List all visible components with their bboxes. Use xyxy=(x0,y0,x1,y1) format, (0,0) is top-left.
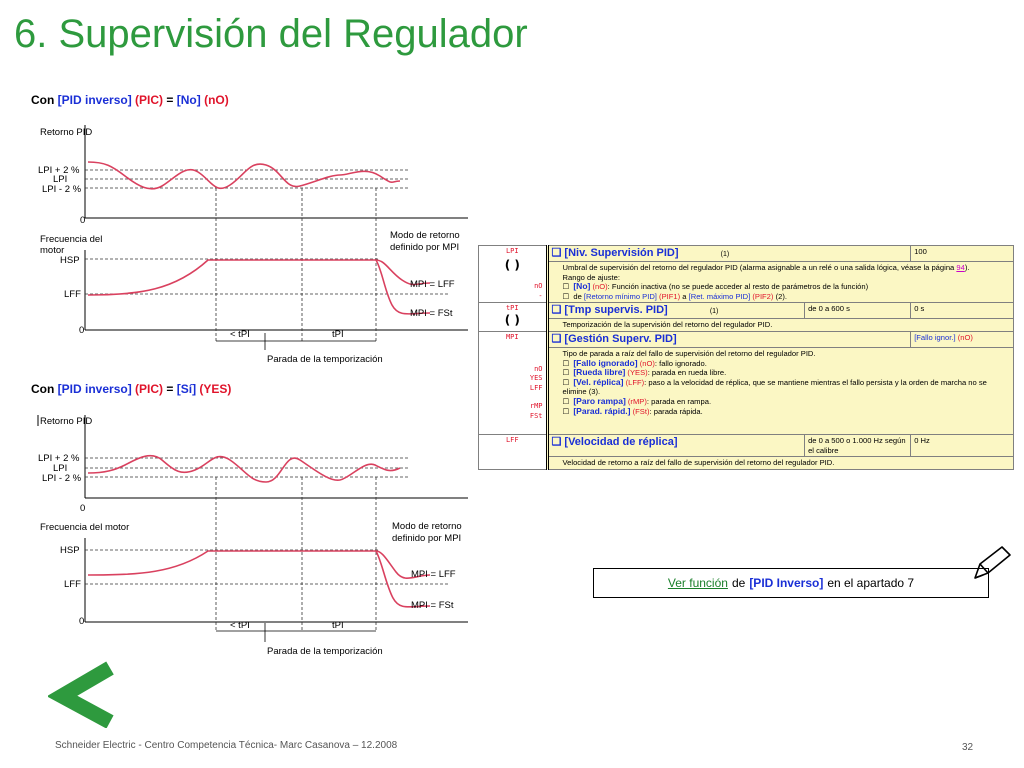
pid-feedback-curve xyxy=(88,162,400,189)
param-description: Umbral de supervisión del retorno del regulador PID (alarma asignable a un relé o una salida lógica, véase la página 94). Rango de ajuste: ☐ [No] (nO): Función inactiva (no se puede acceder al resto de parámetros de la función) ☐ de [Retorno mínimo PID] (PIF1) a [Ret. máximo PID] (PIF2) (2). xyxy=(547,262,1013,303)
label-less-tpi: < tPI xyxy=(230,620,250,631)
param-value: 0 s xyxy=(911,303,1014,319)
dial-icon: ( ) xyxy=(504,257,520,272)
option-code: - xyxy=(538,291,543,300)
param-description: Tipo de parada a raíz del fallo de supervisión del retorno del regulador PID. ☐ [Fallo ignorado] (nO): fallo ignorado. ☐ [Rueda libre] (YES): parada en rueda libre. ☐ [Vel. réplica] (LFF): paso a la velocidad de réplica, que se mantiene mientras el fallo persista y la orden de marcha no se elimine (3). ☐ [Paro rampa] (rMP): parada en rampa. ☐ [Parad. rápid.] (FSt): parada rápida. xyxy=(547,347,1013,434)
back-chevron-icon[interactable] xyxy=(48,660,118,728)
value-code: (nO) xyxy=(957,332,973,342)
code-cell xyxy=(479,331,548,434)
page-title: 6. Supervisión del Regulador xyxy=(14,12,528,56)
param-name-cell: ❑ [Niv. Supervisión PID] (1) xyxy=(547,246,911,262)
label-modo-2: definido por MPI xyxy=(390,242,460,253)
option-code: LFF xyxy=(529,383,543,392)
label-retorno-pid: Retorno PID xyxy=(40,416,93,427)
label-modo-1: Modo de retorno xyxy=(390,230,460,241)
param-name-cell: ❑ [Tmp supervis. PID] (1) xyxy=(547,303,805,319)
value-label: [Fallo ignor.] xyxy=(914,332,956,342)
option-text: : parada rápida. xyxy=(649,406,703,416)
option-code: (YES) xyxy=(627,368,648,378)
pid-diagram-yes xyxy=(30,410,480,660)
label-mpi-fst: MPI = FSt xyxy=(410,308,453,319)
pencil-icon xyxy=(970,544,1014,584)
option-code: FSt xyxy=(529,411,543,420)
footer: Schneider Electric - Centro Competencia Técnica- Marc Casanova – 12.2008 xyxy=(55,740,398,751)
option-text: : parada en rueda libre. xyxy=(647,368,727,378)
param-value xyxy=(911,331,1014,347)
option-label: [Paro rampa] xyxy=(573,395,626,406)
caption-value: [Sí] xyxy=(176,382,197,396)
label-lpi-plus: LPI + 2 % xyxy=(38,453,80,464)
option-label: [No] xyxy=(573,281,591,292)
caption-value-code: (nO) xyxy=(204,93,229,107)
label-lpi: LPI xyxy=(53,174,68,185)
option-code: nO xyxy=(534,282,543,291)
option-label: [Rueda libre] xyxy=(573,367,626,378)
label-tpi: tPI xyxy=(332,329,344,340)
label-tpi: tPI xyxy=(332,620,344,631)
function-reference xyxy=(593,568,989,598)
footnote-ref: (1) xyxy=(720,251,730,258)
caption-param: [PID inverso] xyxy=(57,93,132,107)
desc-text: ). xyxy=(964,263,970,272)
label-lpi-minus: LPI - 2 % xyxy=(42,473,82,484)
reference-text: en el apartado 7 xyxy=(827,576,915,590)
param-code: tPI xyxy=(505,304,519,313)
option-code: (nO) xyxy=(639,358,655,368)
table-row-mpi-desc xyxy=(479,347,1014,434)
option-code: YES xyxy=(529,374,543,383)
label-modo-2: definido por MPI xyxy=(392,533,462,544)
label-lff: LFF xyxy=(64,579,81,590)
table-row-lpi xyxy=(479,246,1014,262)
param-name: [Niv. Supervisión PID] xyxy=(564,247,679,259)
label-lff: LFF xyxy=(64,289,81,300)
ver-funcion-link[interactable]: Ver función xyxy=(667,576,728,590)
pid-feedback-curve xyxy=(88,456,400,482)
label-hsp: HSP xyxy=(60,255,80,266)
table-row-tpi-desc xyxy=(479,319,1014,332)
option-code: nO xyxy=(534,364,543,373)
option-label: [Parad. rápid.] xyxy=(573,405,631,416)
label-zero: 0 xyxy=(80,215,86,226)
option-code: (FSt) xyxy=(632,406,650,416)
page-link[interactable]: 94 xyxy=(956,263,965,272)
code-cell xyxy=(479,434,548,469)
option-code: rMP xyxy=(529,402,543,411)
caption-param: [PID inverso] xyxy=(57,382,132,396)
table-row-lpi-desc xyxy=(479,262,1014,303)
label-freq-1: Frecuencia del xyxy=(40,234,103,245)
option-text: : fallo ignorado. xyxy=(654,358,707,368)
pid-diagram-no xyxy=(30,120,480,370)
param-range: de 0 a 500 o 1.000 Hz según el calibre xyxy=(805,434,911,456)
caption-code: (PIC) xyxy=(135,93,164,107)
param-description: Velocidad de retorno a raíz del fallo de supervisión del retorno del regulador PID. xyxy=(547,457,1013,470)
label-less-tpi: < tPI xyxy=(230,329,250,340)
option-label: [Retorno mínimo PID] xyxy=(583,291,657,301)
label-lpi-minus: LPI - 2 % xyxy=(42,184,82,195)
desc-text: Tipo de parada a raíz del fallo de supervisión del retorno del regulador PID. xyxy=(562,348,816,358)
param-value: 0 Hz xyxy=(911,434,1014,456)
option-text: (2). xyxy=(773,291,787,301)
parameter-table xyxy=(478,245,1014,470)
label-zero: 0 xyxy=(80,503,86,514)
option-text: de xyxy=(573,291,584,301)
reference-param: [PID Inverso] xyxy=(749,576,824,590)
label-mpi-fst: MPI = FSt xyxy=(411,600,454,611)
option-code: (nO) xyxy=(592,282,608,292)
label-zero-2: 0 xyxy=(79,616,85,627)
label-mpi-lff: MPI = LFF xyxy=(410,279,455,290)
code-cell xyxy=(479,303,548,332)
option-text: a xyxy=(680,291,689,301)
option-text: : paso a la velocidad de réplica, que se mantiene mientras el fallo persista y la orden de marcha no se elimine (3). xyxy=(562,377,987,397)
caption-equals: = xyxy=(166,382,174,396)
param-name: [Tmp supervis. PID] xyxy=(564,304,668,317)
label-mpi-lff: MPI = LFF xyxy=(411,569,456,580)
caption-pic-yes xyxy=(31,382,231,396)
code-cell xyxy=(479,246,548,303)
table-row-lff-desc xyxy=(479,457,1014,470)
caption-equals: = xyxy=(166,93,174,107)
table-row-tpi xyxy=(479,303,1014,319)
option-text: : parada en rampa. xyxy=(646,396,712,406)
caption-code: (PIC) xyxy=(135,382,164,396)
label-parada: Parada de la temporización xyxy=(267,354,383,365)
table-row-lff xyxy=(479,434,1014,456)
reference-text: de xyxy=(731,576,746,590)
table-row-mpi xyxy=(479,331,1014,347)
param-value: 100 xyxy=(911,246,1014,262)
label-lpi-plus: LPI + 2 % xyxy=(38,165,80,176)
caption-value: [No] xyxy=(176,93,201,107)
param-name: [Velocidad de réplica] xyxy=(564,435,678,448)
caption-pic-no xyxy=(31,93,229,107)
param-range: de 0 a 600 s xyxy=(805,303,911,319)
footnote-ref: (1) xyxy=(709,308,719,316)
page-number: 32 xyxy=(962,742,974,753)
param-code: MPI xyxy=(505,332,519,341)
option-label: [Fallo ignorado] xyxy=(573,357,638,368)
label-lpi: LPI xyxy=(53,463,68,474)
option-code: (PIF1) xyxy=(659,291,681,301)
desc-text: Rango de ajuste: xyxy=(562,272,620,282)
label-modo-1: Modo de retorno xyxy=(392,521,462,532)
option-label: [Ret. máximo PID] xyxy=(688,291,751,301)
label-freq-2: motor xyxy=(40,245,65,256)
option-label: [Vel. réplica] xyxy=(573,376,624,387)
caption-prefix: Con xyxy=(31,382,55,396)
option-text: : Función inactiva (no se puede acceder al resto de parámetros de la función) xyxy=(607,282,869,292)
label-freq: Frecuencia del motor xyxy=(40,522,130,533)
param-code: LPI xyxy=(505,247,519,255)
label-zero-2: 0 xyxy=(79,325,85,336)
param-description: Temporización de la supervisión del retorno del regulador PID. xyxy=(547,319,1013,332)
caption-prefix: Con xyxy=(31,93,55,107)
option-code: (PIF2) xyxy=(752,291,774,301)
param-name-cell: ❑ [Velocidad de réplica] xyxy=(547,434,805,456)
param-code: LFF xyxy=(505,435,519,444)
label-parada: Parada de la temporización xyxy=(267,646,383,657)
param-name-cell: ❑ [Gestión Superv. PID] xyxy=(547,331,911,347)
caption-value-code: (YES) xyxy=(199,382,232,396)
option-code: (LFF) xyxy=(625,377,645,387)
label-hsp: HSP xyxy=(60,545,80,556)
dial-icon: ( ) xyxy=(504,312,520,327)
label-retorno-pid: Retorno PID xyxy=(40,127,93,138)
param-name: [Gestión Superv. PID] xyxy=(564,332,677,345)
option-code: (rMP) xyxy=(627,396,647,406)
desc-text: Umbral de supervisión del retorno del regulador PID (alarma asignable a un relé o una salida lógica, véase la página xyxy=(562,263,957,272)
